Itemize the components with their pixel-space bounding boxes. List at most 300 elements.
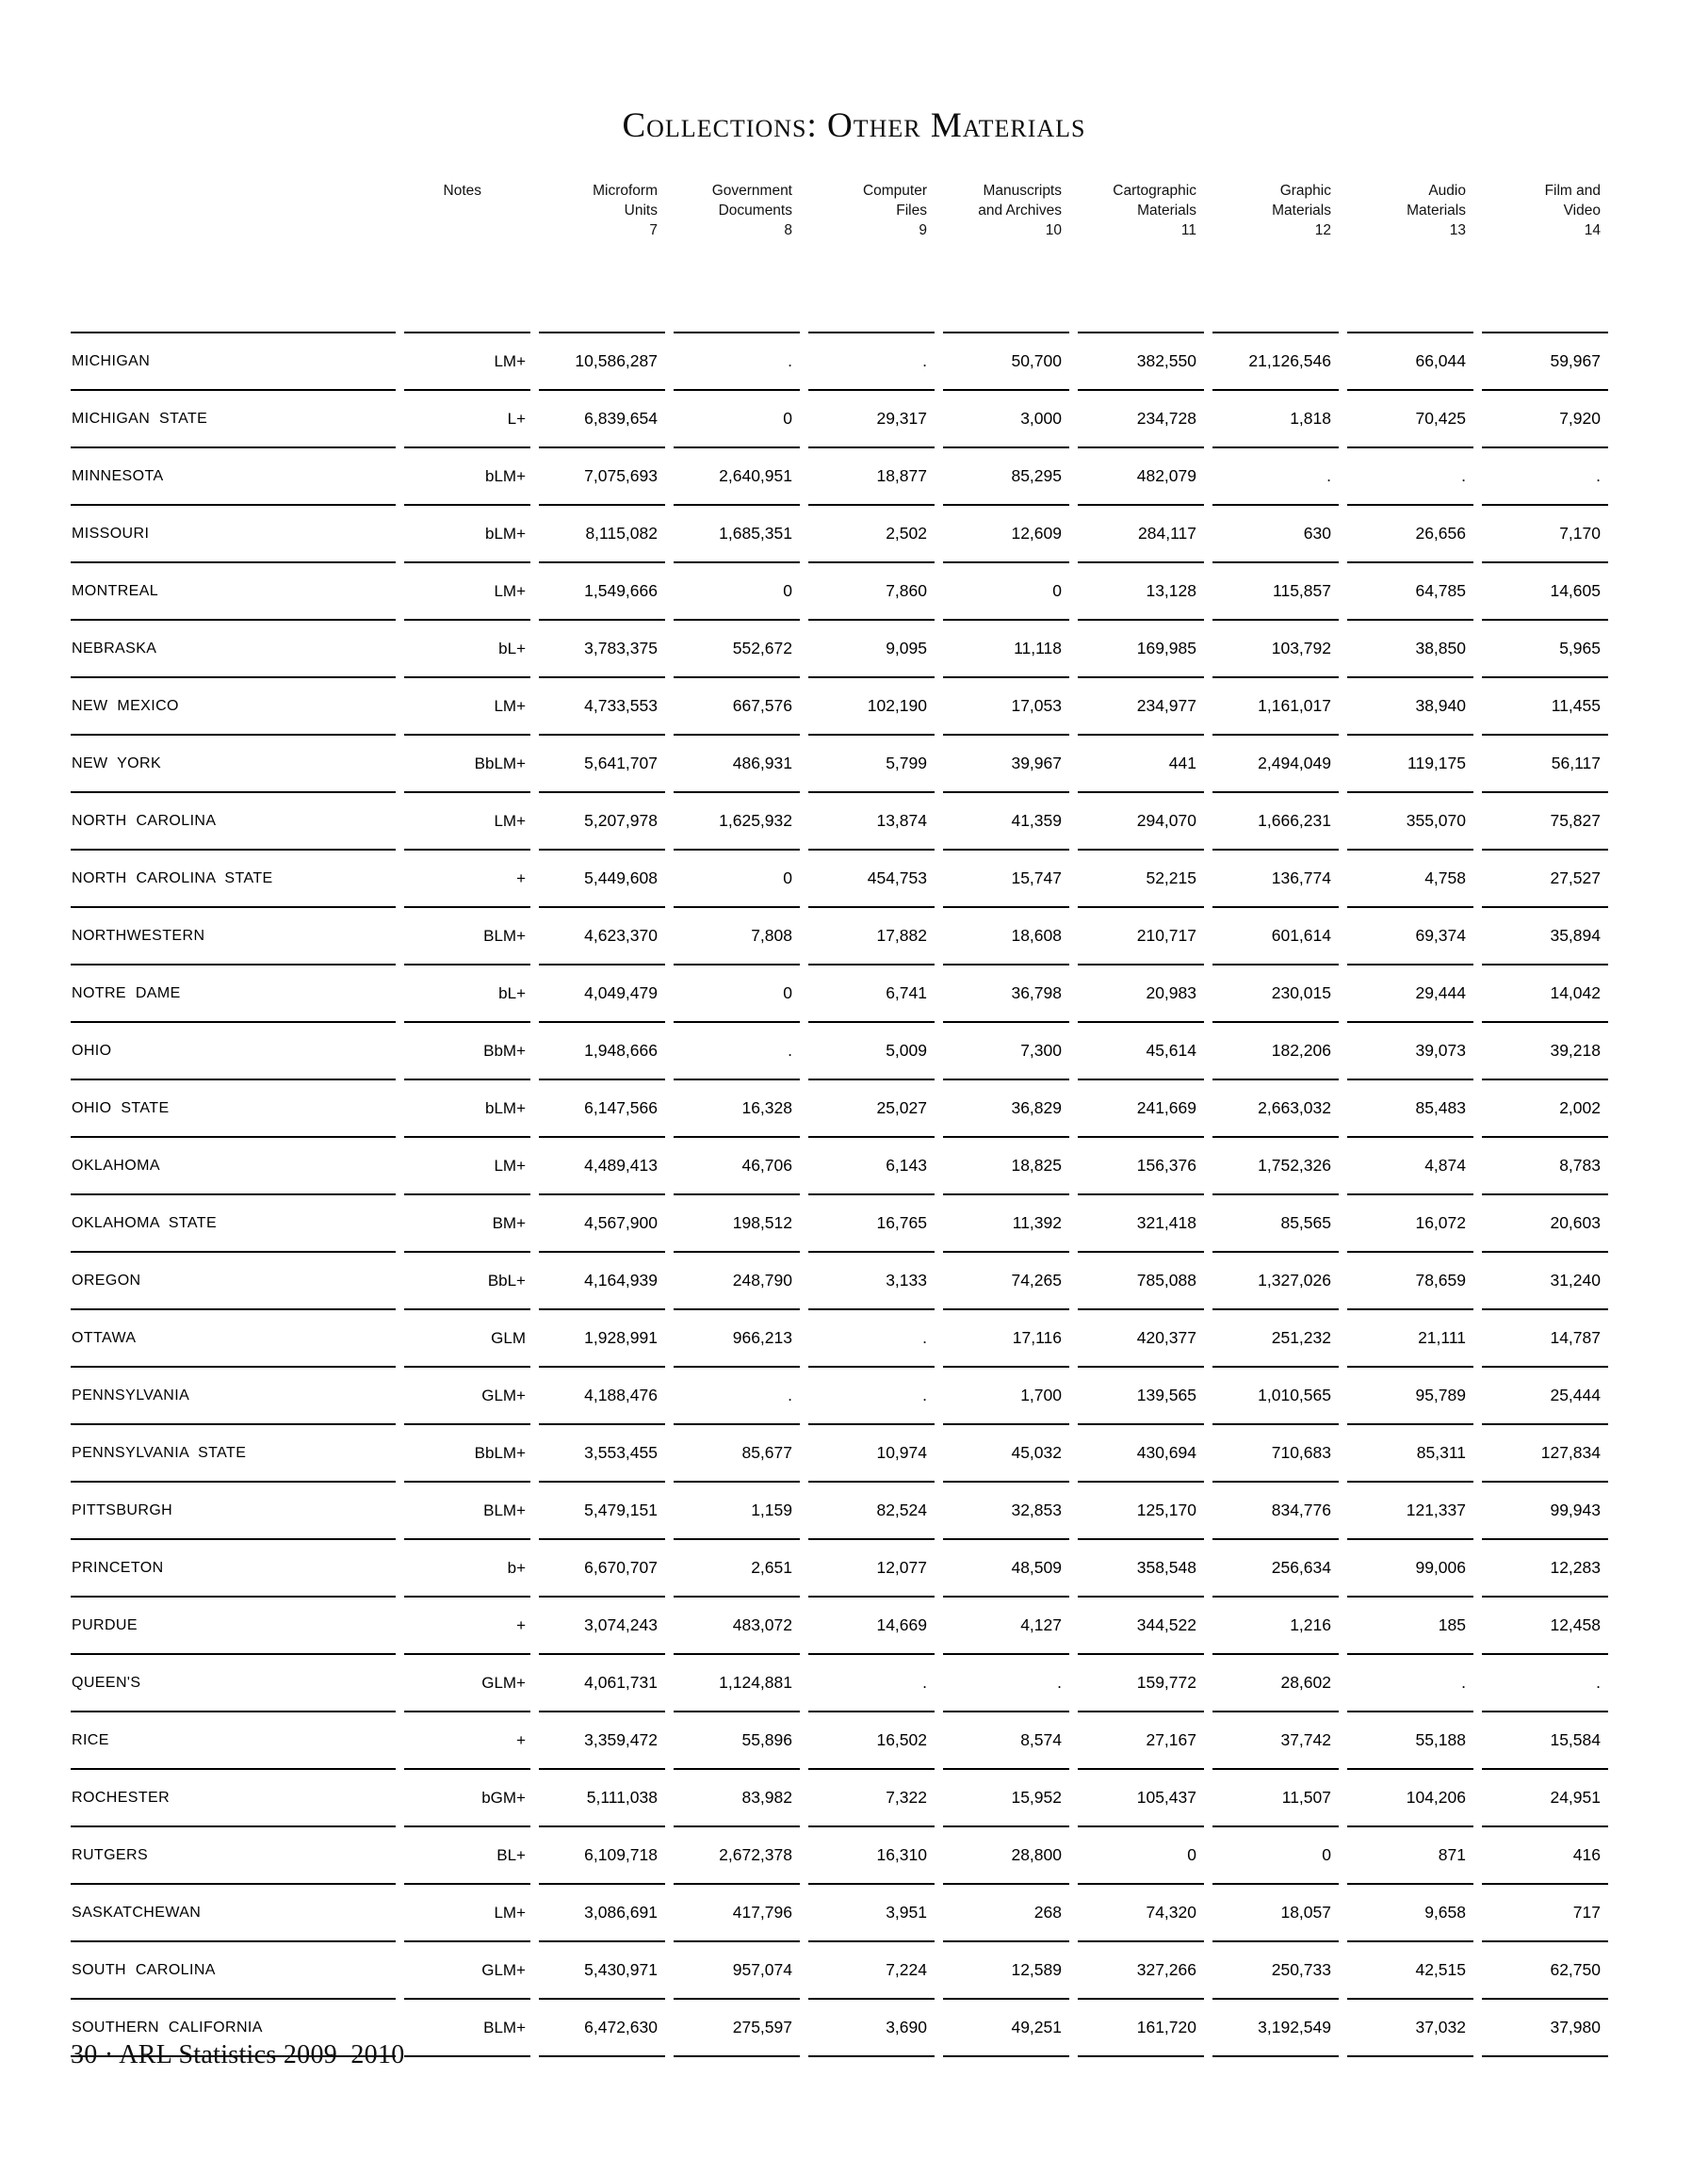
value-cell: 234,728 (1078, 389, 1204, 446)
value-cell: . (808, 1366, 935, 1423)
value-cell: 52,215 (1078, 849, 1204, 906)
value-cell: 159,772 (1078, 1653, 1204, 1711)
institution-cell: OKLAHOMA (71, 1136, 396, 1193)
value-cell: 48,509 (943, 1538, 1069, 1596)
value-cell: 18,608 (943, 906, 1069, 964)
value-cell: 0 (674, 561, 800, 619)
value-cell: 38,940 (1347, 676, 1473, 734)
value-cell: 39,218 (1482, 1021, 1608, 1079)
column-number: 14 (1584, 222, 1601, 238)
column-header-line: Notes (443, 183, 481, 199)
value-cell: 36,798 (943, 964, 1069, 1021)
institution-cell: SOUTHERN CALIFORNIA (71, 1998, 396, 2057)
value-cell: 3,951 (808, 1883, 935, 1940)
table-row (71, 1711, 1608, 1768)
value-cell: 3,783,375 (539, 619, 665, 676)
column-header-line: Audio (1428, 183, 1466, 199)
value-cell: 4,061,731 (539, 1653, 665, 1711)
value-cell: 5,009 (808, 1021, 935, 1079)
column-header (943, 181, 1069, 332)
value-cell: 210,717 (1078, 906, 1204, 964)
value-cell: 871 (1347, 1825, 1473, 1883)
value-cell: 37,742 (1212, 1711, 1339, 1768)
table-row (71, 1940, 1608, 1998)
institution-cell: OTTAWA (71, 1308, 396, 1366)
value-cell: 256,634 (1212, 1538, 1339, 1596)
value-cell: 667,576 (674, 676, 800, 734)
notes-cell: GLM (404, 1308, 530, 1366)
notes-cell: BbM+ (404, 1021, 530, 1079)
value-cell: 31,240 (1482, 1251, 1608, 1308)
value-cell: 2,494,049 (1212, 734, 1339, 791)
value-cell: 1,666,231 (1212, 791, 1339, 849)
value-cell: 42,515 (1347, 1940, 1473, 1998)
institution-cell: NEBRASKA (71, 619, 396, 676)
notes-cell: LM+ (404, 1883, 530, 1940)
table-row (71, 1538, 1608, 1596)
value-cell: 14,605 (1482, 561, 1608, 619)
institution-cell: RICE (71, 1711, 396, 1768)
value-cell: 55,188 (1347, 1711, 1473, 1768)
institution-cell: NEW MEXICO (71, 676, 396, 734)
value-cell: 14,042 (1482, 964, 1608, 1021)
value-cell: 482,079 (1078, 446, 1204, 504)
institution-cell: NOTRE DAME (71, 964, 396, 1021)
value-cell: 7,860 (808, 561, 935, 619)
value-cell: 7,170 (1482, 504, 1608, 561)
value-cell: 5,207,978 (539, 791, 665, 849)
value-cell: 3,086,691 (539, 1883, 665, 1940)
value-cell: 66,044 (1347, 332, 1473, 389)
value-cell: 62,750 (1482, 1940, 1608, 1998)
value-cell: 5,799 (808, 734, 935, 791)
column-header-line: Cartographic (1113, 183, 1196, 199)
table-row (71, 676, 1608, 734)
value-cell: . (1482, 446, 1608, 504)
value-cell: 9,095 (808, 619, 935, 676)
value-cell: 85,483 (1347, 1079, 1473, 1136)
institution-cell: OHIO (71, 1021, 396, 1079)
value-cell: 1,216 (1212, 1596, 1339, 1653)
value-cell: 198,512 (674, 1193, 800, 1251)
value-cell: 234,977 (1078, 676, 1204, 734)
value-cell: 441 (1078, 734, 1204, 791)
table-row (71, 849, 1608, 906)
value-cell: 3,553,455 (539, 1423, 665, 1481)
value-cell: 127,834 (1482, 1423, 1608, 1481)
value-cell: 483,072 (674, 1596, 800, 1653)
value-cell: 95,789 (1347, 1366, 1473, 1423)
institution-cell: NORTHWESTERN (71, 906, 396, 964)
column-header-line: Documents (718, 203, 792, 219)
table-row (71, 561, 1608, 619)
table-row (71, 1883, 1608, 1940)
value-cell: 15,952 (943, 1768, 1069, 1825)
value-cell: 7,322 (808, 1768, 935, 1825)
value-cell: 834,776 (1212, 1481, 1339, 1538)
value-cell: 27,527 (1482, 849, 1608, 906)
value-cell: 0 (674, 389, 800, 446)
table-row (71, 1079, 1608, 1136)
value-cell: 11,118 (943, 619, 1069, 676)
table-row (71, 332, 1608, 389)
column-number: 8 (784, 222, 792, 238)
value-cell: 358,548 (1078, 1538, 1204, 1596)
value-cell: 1,124,881 (674, 1653, 800, 1711)
value-cell: 416 (1482, 1825, 1608, 1883)
notes-cell: BLM+ (404, 1481, 530, 1538)
value-cell: 420,377 (1078, 1308, 1204, 1366)
column-number (404, 220, 481, 240)
notes-cell: BL+ (404, 1825, 530, 1883)
value-cell: 12,077 (808, 1538, 935, 1596)
institution-cell: ROCHESTER (71, 1768, 396, 1825)
value-cell: 2,672,378 (674, 1825, 800, 1883)
value-cell: 3,000 (943, 389, 1069, 446)
value-cell: 169,985 (1078, 619, 1204, 676)
table-row (71, 619, 1608, 676)
notes-cell: bGM+ (404, 1768, 530, 1825)
value-cell: . (808, 1308, 935, 1366)
value-cell: 103,792 (1212, 619, 1339, 676)
value-cell: 1,948,666 (539, 1021, 665, 1079)
notes-cell: bL+ (404, 964, 530, 1021)
value-cell: . (943, 1653, 1069, 1711)
value-cell: 5,965 (1482, 619, 1608, 676)
value-cell: 10,974 (808, 1423, 935, 1481)
table-row (71, 1366, 1608, 1423)
notes-cell: GLM+ (404, 1653, 530, 1711)
value-cell: 284,117 (1078, 504, 1204, 561)
value-cell: 11,455 (1482, 676, 1608, 734)
value-cell: 5,111,038 (539, 1768, 665, 1825)
institution-cell: MICHIGAN (71, 332, 396, 389)
value-cell: 6,147,566 (539, 1079, 665, 1136)
value-cell: 251,232 (1212, 1308, 1339, 1366)
column-header-line: and Archives (978, 203, 1062, 219)
notes-cell: + (404, 849, 530, 906)
value-cell: 25,444 (1482, 1366, 1608, 1423)
value-cell: 0 (1212, 1825, 1339, 1883)
value-cell: 7,920 (1482, 389, 1608, 446)
notes-cell: LM+ (404, 561, 530, 619)
value-cell: 83,982 (674, 1768, 800, 1825)
value-cell: 966,213 (674, 1308, 800, 1366)
value-cell: 11,507 (1212, 1768, 1339, 1825)
column-header (1212, 181, 1339, 332)
column-header (539, 181, 665, 332)
value-cell: 1,818 (1212, 389, 1339, 446)
table-row (71, 734, 1608, 791)
value-cell: 14,787 (1482, 1308, 1608, 1366)
value-cell: 601,614 (1212, 906, 1339, 964)
value-cell: 630 (1212, 504, 1339, 561)
value-cell: 454,753 (808, 849, 935, 906)
institution-cell: PURDUE (71, 1596, 396, 1653)
value-cell: 18,057 (1212, 1883, 1339, 1940)
institution-cell: RUTGERS (71, 1825, 396, 1883)
value-cell: 241,669 (1078, 1079, 1204, 1136)
value-cell: 136,774 (1212, 849, 1339, 906)
value-cell: 9,658 (1347, 1883, 1473, 1940)
value-cell: 12,609 (943, 504, 1069, 561)
table-row (71, 964, 1608, 1021)
value-cell: 8,783 (1482, 1136, 1608, 1193)
value-cell: 32,853 (943, 1481, 1069, 1538)
value-cell: 1,161,017 (1212, 676, 1339, 734)
notes-cell: LM+ (404, 676, 530, 734)
column-header-line: Files (896, 203, 927, 219)
value-cell: 2,663,032 (1212, 1079, 1339, 1136)
institution-cell: PITTSBURGH (71, 1481, 396, 1538)
institution-cell: PENNSYLVANIA STATE (71, 1423, 396, 1481)
table-row (71, 906, 1608, 964)
value-cell: 16,072 (1347, 1193, 1473, 1251)
institution-cell: PRINCETON (71, 1538, 396, 1596)
notes-cell: BM+ (404, 1193, 530, 1251)
column-number: 11 (1180, 222, 1196, 238)
value-cell: 0 (674, 964, 800, 1021)
value-cell: 26,656 (1347, 504, 1473, 561)
notes-cell: + (404, 1711, 530, 1768)
table-row (71, 1136, 1608, 1193)
institution-cell: PENNSYLVANIA (71, 1366, 396, 1423)
column-header-line: Microform (593, 183, 658, 199)
value-cell: 552,672 (674, 619, 800, 676)
column-number: 13 (1449, 222, 1466, 238)
value-cell: 13,874 (808, 791, 935, 849)
value-cell: 46,706 (674, 1136, 800, 1193)
column-number: 7 (649, 222, 658, 238)
value-cell: 355,070 (1347, 791, 1473, 849)
value-cell: . (1347, 1653, 1473, 1711)
table-row (71, 389, 1608, 446)
value-cell: 2,502 (808, 504, 935, 561)
notes-cell: GLM+ (404, 1940, 530, 1998)
value-cell: 78,659 (1347, 1251, 1473, 1308)
value-cell: 8,115,082 (539, 504, 665, 561)
column-header (1482, 181, 1608, 332)
value-cell: 248,790 (674, 1251, 800, 1308)
value-cell: . (1212, 446, 1339, 504)
value-cell: 6,109,718 (539, 1825, 665, 1883)
value-cell: 85,311 (1347, 1423, 1473, 1481)
value-cell: 710,683 (1212, 1423, 1339, 1481)
table-row (71, 1653, 1608, 1711)
value-cell: 27,167 (1078, 1711, 1204, 1768)
value-cell: 382,550 (1078, 332, 1204, 389)
value-cell: 125,170 (1078, 1481, 1204, 1538)
value-cell: 4,874 (1347, 1136, 1473, 1193)
value-cell: 99,006 (1347, 1538, 1473, 1596)
institution-cell: OKLAHOMA STATE (71, 1193, 396, 1251)
page-title: Collections: Other Materials (622, 106, 1086, 145)
value-cell: 2,651 (674, 1538, 800, 1596)
value-cell: 5,479,151 (539, 1481, 665, 1538)
value-cell: 85,295 (943, 446, 1069, 504)
institution-cell: OHIO STATE (71, 1079, 396, 1136)
value-cell: 7,224 (808, 1940, 935, 1998)
value-cell: 37,980 (1482, 1998, 1608, 2057)
column-header-line: Film and (1544, 183, 1601, 199)
value-cell: 17,116 (943, 1308, 1069, 1366)
institution-cell: MICHIGAN STATE (71, 389, 396, 446)
value-cell: 294,070 (1078, 791, 1204, 849)
value-cell: 4,733,553 (539, 676, 665, 734)
value-cell: 16,765 (808, 1193, 935, 1251)
collections-other-materials-table (62, 181, 1617, 2057)
notes-cell: b+ (404, 1538, 530, 1596)
value-cell: 1,625,932 (674, 791, 800, 849)
value-cell: 2,002 (1482, 1079, 1608, 1136)
value-cell: 115,857 (1212, 561, 1339, 619)
value-cell: 344,522 (1078, 1596, 1204, 1653)
value-cell: 321,418 (1078, 1193, 1204, 1251)
table-row (71, 1251, 1608, 1308)
value-cell: 1,700 (943, 1366, 1069, 1423)
value-cell: 4,127 (943, 1596, 1069, 1653)
value-cell: 20,603 (1482, 1193, 1608, 1251)
value-cell: 4,188,476 (539, 1366, 665, 1423)
notes-cell: + (404, 1596, 530, 1653)
value-cell: 29,317 (808, 389, 935, 446)
value-cell: 16,328 (674, 1079, 800, 1136)
page-footer: 30 · ARL Statistics 2009–2010 (71, 2040, 405, 2069)
value-cell: 74,265 (943, 1251, 1069, 1308)
column-number: 12 (1314, 222, 1331, 238)
value-cell: 85,565 (1212, 1193, 1339, 1251)
value-cell: 327,266 (1078, 1940, 1204, 1998)
value-cell: 2,640,951 (674, 446, 800, 504)
value-cell: 4,164,939 (539, 1251, 665, 1308)
value-cell: 1,752,326 (1212, 1136, 1339, 1193)
value-cell: 3,074,243 (539, 1596, 665, 1653)
table-row (71, 1825, 1608, 1883)
institution-column-header (71, 181, 396, 332)
value-cell: 3,133 (808, 1251, 935, 1308)
notes-cell: LM+ (404, 791, 530, 849)
institution-cell: NEW YORK (71, 734, 396, 791)
value-cell: 99,943 (1482, 1481, 1608, 1538)
value-cell: 6,839,654 (539, 389, 665, 446)
table-row (71, 446, 1608, 504)
value-cell: 161,720 (1078, 1998, 1204, 2057)
value-cell: . (1347, 446, 1473, 504)
value-cell: 70,425 (1347, 389, 1473, 446)
notes-cell: BbL+ (404, 1251, 530, 1308)
value-cell: 16,310 (808, 1825, 935, 1883)
column-number: 9 (919, 222, 927, 238)
value-cell: 29,444 (1347, 964, 1473, 1021)
column-header (1078, 181, 1204, 332)
value-cell: 8,574 (943, 1711, 1069, 1768)
value-cell: 486,931 (674, 734, 800, 791)
notes-cell: bL+ (404, 619, 530, 676)
value-cell: . (674, 1021, 800, 1079)
value-cell: 69,374 (1347, 906, 1473, 964)
value-cell: 11,392 (943, 1193, 1069, 1251)
value-cell: 6,670,707 (539, 1538, 665, 1596)
value-cell: 36,829 (943, 1079, 1069, 1136)
notes-cell: bLM+ (404, 446, 530, 504)
table-row (71, 1021, 1608, 1079)
value-cell: 3,192,549 (1212, 1998, 1339, 2057)
value-cell: 3,690 (808, 1998, 935, 2057)
value-cell: 4,758 (1347, 849, 1473, 906)
value-cell: 104,206 (1347, 1768, 1473, 1825)
value-cell: 0 (1078, 1825, 1204, 1883)
value-cell: 4,623,370 (539, 906, 665, 964)
value-cell: 6,143 (808, 1136, 935, 1193)
notes-cell: LM+ (404, 332, 530, 389)
value-cell: 21,111 (1347, 1308, 1473, 1366)
value-cell: 957,074 (674, 1940, 800, 1998)
value-cell: 14,669 (808, 1596, 935, 1653)
value-cell: 39,967 (943, 734, 1069, 791)
value-cell: 45,614 (1078, 1021, 1204, 1079)
value-cell: 6,741 (808, 964, 935, 1021)
column-header-line: Materials (1137, 203, 1196, 219)
value-cell: 430,694 (1078, 1423, 1204, 1481)
value-cell: 35,894 (1482, 906, 1608, 964)
table-row (71, 791, 1608, 849)
value-cell: 1,928,991 (539, 1308, 665, 1366)
value-cell: 268 (943, 1883, 1069, 1940)
value-cell: 230,015 (1212, 964, 1339, 1021)
value-cell: 6,472,630 (539, 1998, 665, 2057)
value-cell: 45,032 (943, 1423, 1069, 1481)
notes-cell: GLM+ (404, 1366, 530, 1423)
value-cell: 4,567,900 (539, 1193, 665, 1251)
value-cell: 13,128 (1078, 561, 1204, 619)
column-header (1347, 181, 1473, 332)
value-cell: 0 (943, 561, 1069, 619)
value-cell: 1,549,666 (539, 561, 665, 619)
column-header (404, 181, 530, 332)
value-cell: 4,489,413 (539, 1136, 665, 1193)
table-row (71, 1481, 1608, 1538)
value-cell: 12,589 (943, 1940, 1069, 1998)
value-cell: 18,877 (808, 446, 935, 504)
value-cell: 1,159 (674, 1481, 800, 1538)
value-cell: 28,800 (943, 1825, 1069, 1883)
value-cell: 50,700 (943, 332, 1069, 389)
value-cell: 417,796 (674, 1883, 800, 1940)
column-header-line (404, 201, 481, 220)
value-cell: 25,027 (808, 1079, 935, 1136)
value-cell: 119,175 (1347, 734, 1473, 791)
notes-cell: LM+ (404, 1136, 530, 1193)
value-cell: 250,733 (1212, 1940, 1339, 1998)
value-cell: 59,967 (1482, 332, 1608, 389)
value-cell: 56,117 (1482, 734, 1608, 791)
column-header-line: Video (1563, 203, 1601, 219)
institution-cell: MINNESOTA (71, 446, 396, 504)
table-row (71, 1423, 1608, 1481)
table-row (71, 1768, 1608, 1825)
value-cell: 1,685,351 (674, 504, 800, 561)
table-row (71, 1308, 1608, 1366)
value-cell: 55,896 (674, 1711, 800, 1768)
value-cell: 156,376 (1078, 1136, 1204, 1193)
institution-cell: NORTH CAROLINA STATE (71, 849, 396, 906)
value-cell: 38,850 (1347, 619, 1473, 676)
value-cell: 41,359 (943, 791, 1069, 849)
institution-cell: SOUTH CAROLINA (71, 1940, 396, 1998)
institution-cell: QUEEN'S (71, 1653, 396, 1711)
value-cell: . (674, 332, 800, 389)
institution-cell: OREGON (71, 1251, 396, 1308)
